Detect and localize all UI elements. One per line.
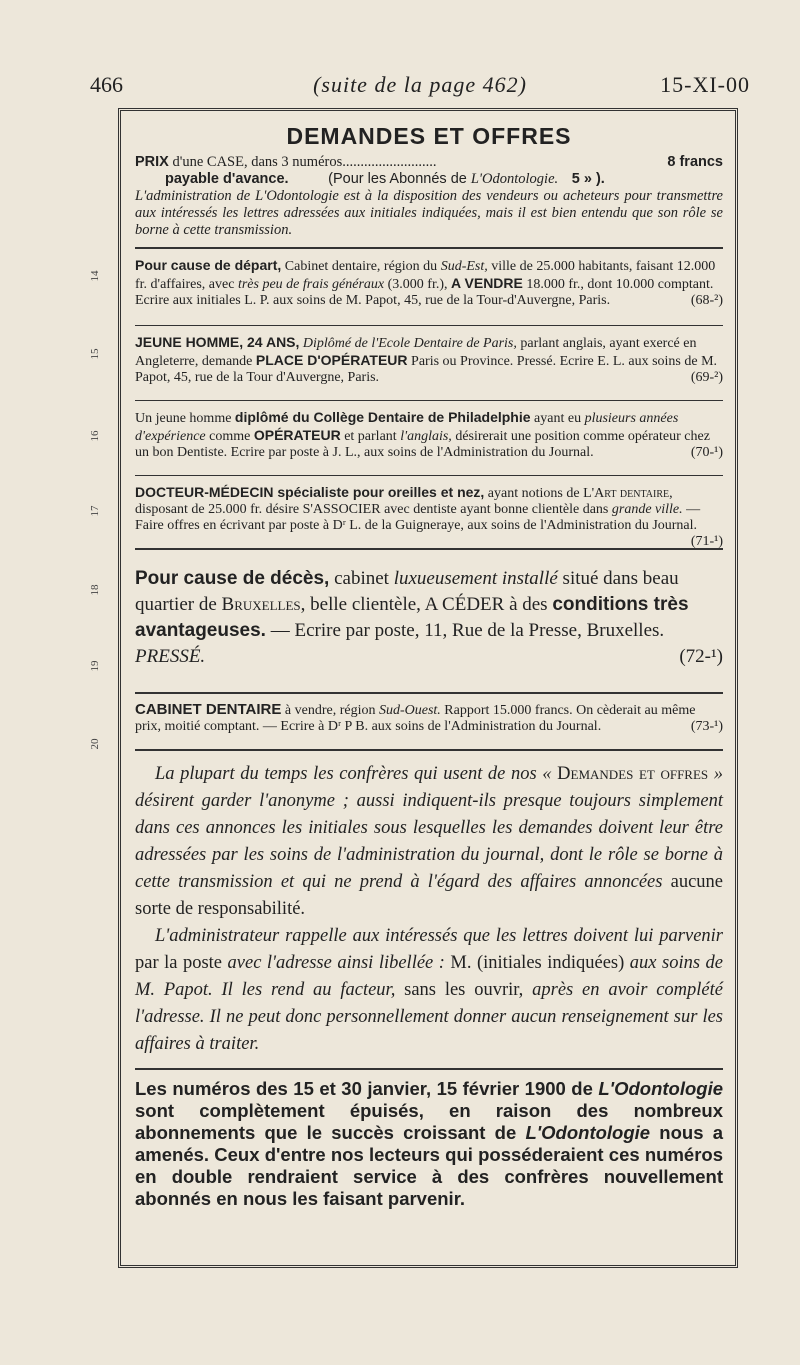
page-header [90, 72, 750, 102]
issue-date: 15-XI-00 [660, 72, 750, 97]
price-line: payable d'avance. (Pour les Abonnés de L'Odontologie. 5 » ). [165, 171, 605, 187]
divider [135, 1068, 723, 1070]
divider [135, 548, 723, 550]
margin-number: 19 [89, 660, 101, 672]
divider [135, 692, 723, 694]
ad-69: JEUNE HOMME, 24 ANS, Diplômé de l'Ecole Dentaire de Paris, parlant anglais, ayant exercé en Angleterre, demande PLACE D'OPÉRATEUR Paris ou Province. Pressé. Ecrire E. L. aux soins de M. Papot, 45, rue de la Tour d'Auvergne, Paris. (69-²) [135, 334, 723, 385]
page-number: 466 [90, 72, 123, 97]
divider [135, 749, 723, 751]
margin-number: 16 [89, 430, 101, 442]
ad-70: Un jeune homme diplômé du Collège Dentaire de Philadelphie ayant eu plusieurs années d'expérience comme OPÉRATEUR et parlant l'anglais, désirerait une position comme opérateur chez un bon Dentiste. Ecrire par poste à J. L., aux soins de l'Administration du Journal. (70-¹) [135, 409, 723, 460]
margin-number: 18 [89, 584, 101, 596]
ad-71: DOCTEUR-MÉDECIN spécialiste pour oreilles et nez, ayant notions de L'Art dentaire, disposant de 25.000 fr. désire S'ASSOCIER avec dentiste ayant bonne clientèle dans grande ville. — Faire offres en écrivant par poste à Dʳ L. de la Guigneraye, aux soins de l'Administration du Journal. (71-¹) [135, 484, 723, 549]
section-title: DEMANDES ET OFFRES [286, 123, 572, 149]
classifieds-frame [118, 108, 738, 1268]
ad-73: CABINET DENTAIRE à vendre, région Sud-Ouest. Rapport 15.000 francs. On cèderait au même prix, moitié comptant. — Ecrire à Dʳ P B. aux soins de l'Administration du Journal. (73-¹) [135, 701, 723, 734]
margin-number: 17 [89, 505, 101, 517]
divider [135, 325, 723, 326]
price-line: PRIX d'une CASE, dans 3 numéros.......................... 8 francs [135, 154, 723, 170]
notice-exhausted-issues: Les numéros des 15 et 30 janvier, 15 février 1900 de L'Odontologie sont complètement épuisés, en raison des nombreux abonnements que le succès croissant de L'Odontologie nous a amenés. Ceux d'entre nos lecteurs qui posséderaient ces numéros en double rendraient service à des confrères nouvellement abonnés en nous les faisant parvenir. [135, 1078, 723, 1209]
margin-number: 20 [89, 738, 101, 750]
ad-68: Pour cause de départ, Cabinet dentaire, région du Sud-Est, ville de 25.000 habitants, faisant 12.000 fr. d'affaires, avec très peu de frais généraux (3.000 fr.), A VENDRE 18.000 fr., dont 10.000 comptant. Ecrire aux initiales L. P. aux soins de M. Papot, 45, rue de la Tour-d'Auvergne, Paris. (68-²) [135, 257, 723, 308]
ad-72: Pour cause de décès, cabinet luxueusement installé situé dans beau quartier de Bruxelles, belle clientèle, A CÉDER à des conditions très avantageuses. — Ecrire par poste, 11, Rue de la Presse, Bruxelles. PRESSÉ. (72-¹) [135, 568, 723, 667]
margin-number: 15 [89, 348, 101, 360]
divider [135, 475, 723, 476]
continuation-note: (suite de la page 462) [313, 72, 527, 97]
editorial-note: La plupart du temps les confrères qui usent de nos « Demandes et offres » désirent garder l'anonyme ; aussi indiquent-ils presque toujours simplement dans ces annonces les initiales sous lesquelles les demandes doivent leur être adressées par les soins de l'administration du journal, dont le rôle se borne à cette transmission et qui ne prend à l'égard des affaires annoncées aucune sorte de responsabilité. L'administrateur rappelle aux intéressés que les lettres doivent lui parvenir par la poste avec l'adresse ainsi libellée : M. (initiales indiquées) aux soins de M. Papot. Il les rend au facteur, sans les ouvrir, après en avoir complété l'adresse. Il ne peut donc personnellement donner aucun renseignement sur les affaires à traiter. [135, 764, 724, 1054]
margin-number: 14 [89, 270, 101, 282]
divider [135, 400, 723, 401]
intro-text: L'administration de L'Odontologie est à la disposition des vendeurs ou acheteurs pour transmettre aux intéressés les lettres adressées aux initiales indiquées, mais il est bien entendu que son rôle se borne à cette transmission. [135, 188, 723, 238]
divider [135, 247, 723, 249]
